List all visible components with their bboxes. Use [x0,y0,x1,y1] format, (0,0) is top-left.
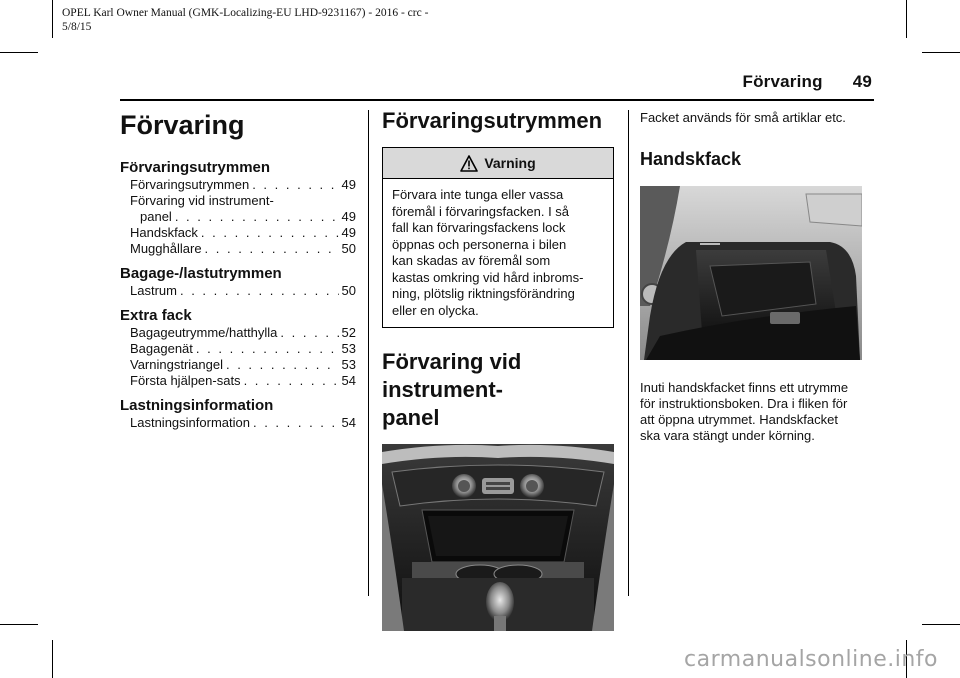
chapter-title: Förvaring [120,110,245,140]
warning-text [383,179,613,327]
crop-mark [0,624,38,625]
warning-line: eller en olycka. [392,302,479,318]
warning-icon [460,155,478,172]
toc-entry[interactable] [120,341,356,357]
toc-leader [205,241,339,257]
toc-entry-text: Lastningsinformation [130,415,250,430]
section-heading-storage: Förvaringsutrymmen [382,108,603,133]
toc-section [120,159,356,257]
warning-line: kan skadas av föremål som [392,253,551,268]
toc-heading[interactable]: Lastningsinformation [120,397,274,414]
toc-leader [244,373,339,389]
toc-leader [226,357,339,373]
toc-leader [180,283,339,299]
toc-entry-page: 49 [341,209,356,224]
toc-leader [280,325,338,341]
toc-entry-text: Handskfack [130,225,198,240]
table-of-contents [120,159,356,431]
toc-entry-text: Mugghållare [130,241,202,256]
warning-line: kastas omkring vid hård inbroms- [392,269,584,285]
toc-entry-text: Första hjälpen-sats [130,373,241,388]
toc-leader [252,177,338,193]
toc-entry-page: 53 [341,341,356,356]
toc-entry[interactable] [120,373,356,389]
running-head-title: Förvaring [742,72,823,91]
heading-line: Förvaring vid instrument- [382,349,522,402]
toc-section [120,307,356,389]
toc-entry[interactable] [120,193,356,209]
paragraph-line: ska vara stängt under körning. [640,428,815,443]
crop-mark [922,624,960,625]
toc-entry-page: 53 [341,357,356,372]
toc-entry-text: Förvaring vid instrument- [130,193,274,208]
toc-entry[interactable] [120,357,356,373]
warning-line: ning, plötslig riktningsförändring [392,286,575,301]
toc-entry-page: 54 [341,415,356,430]
section-heading-glovebox: Handskfack [640,149,742,169]
glovebox-photo [640,186,862,360]
page-number: 49 [852,72,872,91]
toc-entry-page: 50 [341,283,356,298]
toc-entry[interactable] [120,177,356,193]
paragraph-line: att öppna utrymmet. Handskfacket [640,412,838,427]
crop-mark [0,52,38,53]
metadata-line-1: OPEL Karl Owner Manual (GMK-Localizing-EU LHD-9231167) - 2016 - crc - [62,7,429,19]
toc-entry-page: 49 [341,225,356,240]
warning-label: Varning [484,155,536,171]
crop-mark [52,0,53,38]
chapter-contents-column [120,107,356,439]
crop-mark [52,640,53,678]
paragraph-line: för instruktionsboken. Dra i fliken för [640,396,848,411]
toc-entry[interactable] [120,225,356,241]
warning-line: föremål i förvaringsfacken. I så [392,203,570,219]
heading-line: panel [382,405,440,430]
toc-entry[interactable] [120,241,356,257]
toc-entry-text: Varningstriangel [130,357,223,372]
running-head [742,72,872,92]
warning-line: öppnas och personerna i bilen [392,236,567,252]
paragraph-line: Inuti handskfacket finns ett utrymme [640,380,849,395]
toc-entry-text: Bagagenät [130,341,193,356]
toc-heading[interactable]: Extra fack [120,307,192,324]
toc-leader [175,209,339,225]
intro-paragraph: Facket används för små artiklar etc. [640,110,846,125]
toc-heading[interactable]: Bagage-/lastutrymmen [120,265,282,282]
column-divider [368,110,369,596]
toc-heading[interactable]: Förvaringsutrymmen [120,159,271,176]
toc-leader [201,225,339,241]
warning-line: Förvara inte tunga eller vassa [392,187,564,202]
toc-entry-page: 49 [341,177,356,192]
glovebox-paragraph [640,380,876,444]
storage-column [382,107,614,631]
center-console-photo [382,444,614,631]
toc-section [120,265,356,299]
warning-line: fall kan förvaringsfackens lock [392,220,566,235]
metadata-line-2: 5/8/15 [62,21,92,33]
watermark: carmanualsonline.info [684,647,938,672]
glovebox-column [640,110,876,444]
toc-section [120,397,356,431]
toc-entry-text: panel [140,209,172,224]
toc-entry-text: Förvaringsutrymmen [130,177,250,192]
header-rule [120,99,874,101]
toc-entry[interactable] [120,283,356,299]
crop-mark [922,52,960,53]
document-metadata [62,6,428,34]
warning-header [383,148,613,179]
toc-leader [253,415,339,431]
section-heading-instrument-panel [382,348,614,432]
column-divider [628,110,629,596]
toc-entry[interactable] [120,415,356,431]
toc-entry[interactable] [120,325,356,341]
toc-entry-text: Bagageutrymme/hatthylla [130,325,278,340]
toc-entry[interactable] [120,209,356,225]
crop-mark [906,0,907,38]
toc-leader [196,341,339,357]
toc-entry-page: 54 [341,373,356,388]
toc-entry-text: Lastrum [130,283,177,298]
warning-box [382,147,614,328]
toc-entry-page: 50 [341,241,356,256]
toc-entry-page: 52 [341,325,356,340]
